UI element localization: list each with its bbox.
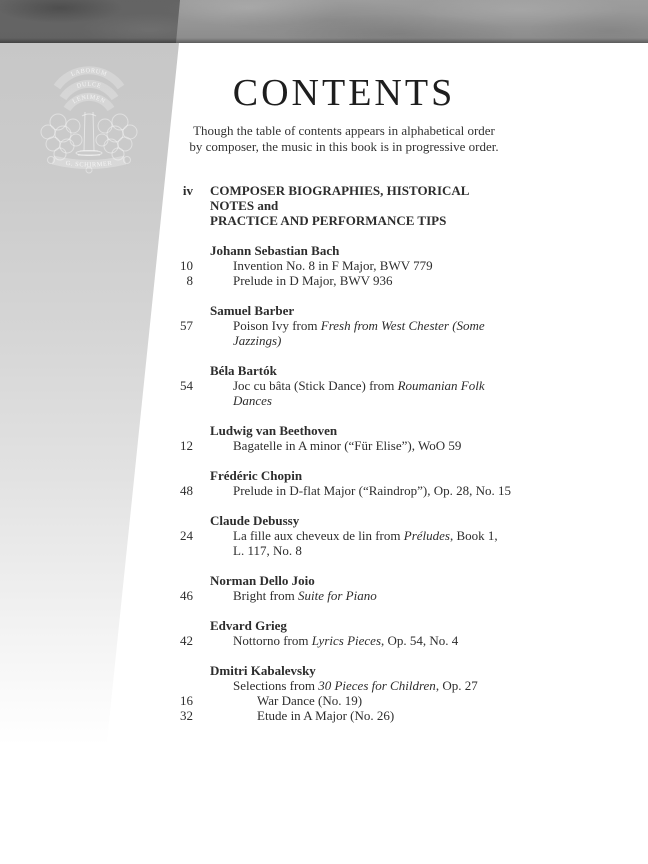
front-matter-heading: PRACTICE AND PERFORMANCE TIPS	[210, 213, 447, 228]
page-number	[176, 423, 193, 438]
toc-row	[176, 483, 512, 498]
piece-title: Poison Ivy from Fresh from West Chester (Some Jazzings)	[233, 318, 485, 348]
composer-name: Edvard Grieg	[210, 618, 287, 633]
toc-group	[176, 468, 512, 498]
piece-title: Invention No. 8 in F Major, BWV 779	[233, 258, 433, 273]
contents-note-line2: by composer, the music in this book is in progressive order.	[189, 138, 499, 154]
toc-group	[176, 423, 512, 453]
toc-row	[176, 423, 512, 438]
page-title: CONTENTS	[232, 72, 456, 114]
toc-row	[176, 183, 512, 213]
toc-row	[176, 468, 512, 483]
toc-row	[176, 513, 512, 528]
toc-row	[176, 273, 512, 288]
piece-title: Bright from Suite for Piano	[233, 588, 377, 603]
composer-name: Béla Bartók	[210, 363, 277, 378]
toc-row	[176, 663, 512, 678]
page-number: 10	[180, 258, 193, 273]
contents-page	[176, 72, 512, 723]
toc-group	[176, 663, 512, 723]
piece-title: Prelude in D Major, BWV 936	[233, 273, 393, 288]
page-number: 32	[180, 708, 193, 723]
page-number	[176, 303, 193, 318]
toc-row	[176, 303, 512, 318]
emblem-motto-word: LABORUM	[69, 67, 108, 79]
page-number	[176, 573, 193, 588]
page-number: iv	[182, 183, 193, 198]
toc-row	[176, 363, 512, 378]
toc-row	[176, 213, 512, 228]
piece-title: Bagatelle in A minor (“Für Elise”), WoO 59	[233, 438, 462, 453]
toc-row	[176, 708, 512, 723]
composer-name: Norman Dello Joio	[210, 573, 315, 588]
toc-row	[176, 573, 512, 588]
toc-group	[176, 243, 512, 288]
page-number	[176, 678, 193, 693]
toc-group	[176, 513, 512, 558]
toc-row	[176, 318, 512, 348]
piece-title: Etude in A Major (No. 26)	[257, 708, 395, 723]
page-number: 48	[180, 483, 193, 498]
contents-note	[176, 123, 512, 154]
piece-title: La fille aux cheveux de lin from Préludes, Book 1, L. 117, No. 8	[233, 528, 498, 558]
piece-title: Selections from 30 Pieces for Children, Op. 27	[233, 678, 478, 693]
emblem-publisher-name: G. SCHIRMER	[65, 159, 113, 169]
page-number: 46	[180, 588, 193, 603]
top-banner-dark-corner	[0, 0, 200, 43]
composer-name: Ludwig van Beethoven	[210, 423, 338, 438]
emblem-motto-word: LENIMEN	[71, 93, 107, 106]
page-number	[176, 468, 193, 483]
piece-title: Joc cu bâta (Stick Dance) from Roumanian Folk Dances	[233, 378, 485, 408]
page-number: 12	[180, 438, 193, 453]
composer-name: Frédéric Chopin	[210, 468, 303, 483]
piece-title: Nottorno from Lyrics Pieces, Op. 54, No. 4	[233, 633, 459, 648]
page-number	[176, 243, 193, 258]
top-banner	[0, 0, 648, 43]
toc-row	[176, 618, 512, 633]
toc-row	[176, 243, 512, 258]
page-number	[176, 363, 193, 378]
front-matter-heading: COMPOSER BIOGRAPHIES, HISTORICAL NOTES and	[210, 183, 469, 213]
composer-name: Johann Sebastian Bach	[210, 243, 340, 258]
page-number: 16	[180, 693, 193, 708]
toc-row	[176, 258, 512, 273]
toc-row	[176, 693, 512, 708]
piece-title: Prelude in D-flat Major (“Raindrop”), Op. 28, No. 15	[233, 483, 511, 498]
page-number	[176, 513, 193, 528]
toc-row	[176, 528, 512, 558]
toc-list	[176, 183, 512, 723]
toc-group	[176, 303, 512, 348]
toc-row	[176, 678, 512, 693]
toc-row	[176, 438, 512, 453]
emblem-motto-word: DULCE	[75, 80, 103, 90]
toc-group	[176, 363, 512, 408]
toc-row	[176, 588, 512, 603]
contents-note-line1: Though the table of contents appears in alphabetical order	[193, 123, 495, 138]
page-number: 8	[186, 273, 193, 288]
toc-group	[176, 573, 512, 603]
composer-name: Claude Debussy	[210, 513, 300, 528]
composer-name: Samuel Barber	[210, 303, 295, 318]
page-number: 54	[180, 378, 193, 393]
piece-title: War Dance (No. 19)	[257, 693, 363, 708]
page-number	[176, 213, 193, 228]
page-number: 42	[180, 633, 193, 648]
page-number	[176, 663, 193, 678]
page-number: 24	[180, 528, 193, 543]
toc-group	[176, 618, 512, 648]
toc-row	[176, 378, 512, 408]
toc-row	[176, 633, 512, 648]
page-number	[176, 618, 193, 633]
publisher-emblem	[36, 50, 142, 174]
toc-group	[176, 183, 512, 228]
page-number: 57	[180, 318, 193, 333]
composer-name: Dmitri Kabalevsky	[210, 663, 316, 678]
